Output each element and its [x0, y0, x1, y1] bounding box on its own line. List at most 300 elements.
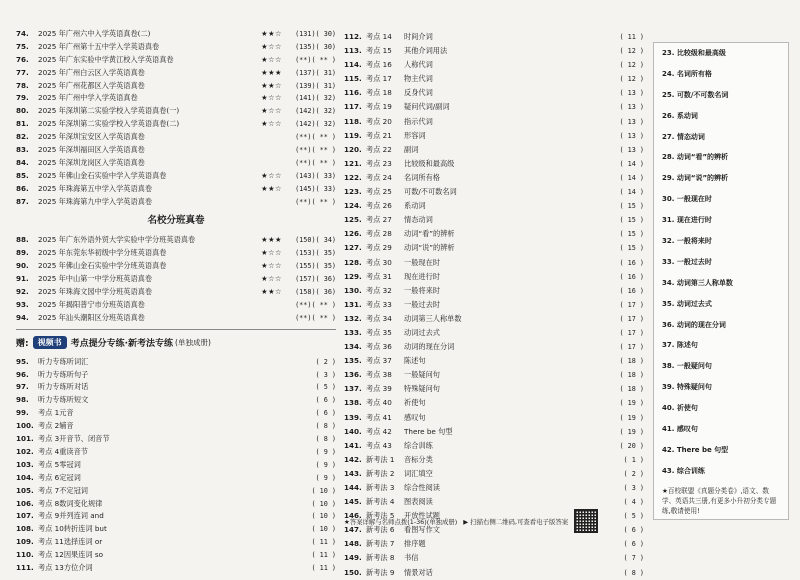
item-tag: 新考法 8: [366, 553, 395, 563]
page-ref: ( 15 ): [619, 230, 644, 239]
item-title: 图表阅读: [404, 497, 433, 507]
sidebar-item: 25. 可数/不可数名词: [662, 90, 729, 99]
difficulty-stars: ★☆☆: [261, 54, 282, 64]
page-ref: ( 6 ): [315, 409, 336, 418]
difficulty-stars: ★☆☆: [261, 274, 282, 284]
item-tag: 考点 33: [366, 299, 392, 309]
sidebar-item: 37. 陈述句: [662, 341, 698, 350]
list-item[interactable]: [16, 459, 336, 472]
item-tag: 考点 38: [366, 370, 392, 380]
item-number: 132.: [344, 313, 362, 323]
list-item[interactable]: [16, 356, 336, 369]
item-number: 142.: [344, 454, 362, 464]
page-ref: (142)( 32): [295, 120, 336, 129]
item-title: 动词“看”的辨析: [404, 229, 455, 239]
page-ref: ( 17 ): [619, 314, 644, 323]
page-ref: ( 15 ): [619, 244, 644, 253]
middle-column: [344, 30, 644, 580]
item-title: 2025 年深圳第二实验学校入学英语真卷(二): [38, 119, 180, 129]
item-number: 83.: [16, 145, 29, 155]
item-title: 重读音节: [59, 446, 88, 456]
gift-title: 考点提分专练·新考法专练: [70, 339, 174, 350]
item-number: 133.: [344, 327, 362, 337]
item-number: 117.: [344, 102, 362, 112]
list-item[interactable]: [344, 453, 644, 467]
item-tag: 考点 9: [38, 511, 60, 521]
list-item[interactable]: [16, 273, 336, 286]
list-item[interactable]: [344, 270, 644, 284]
page-ref: (155)( 35): [295, 262, 336, 271]
page-ref: ( 8 ): [315, 435, 336, 444]
item-tag: 考点 30: [366, 257, 392, 267]
list-item[interactable]: [16, 234, 336, 247]
list-item[interactable]: [16, 247, 336, 260]
item-title: 名词所有格: [404, 172, 440, 182]
page-ref: ( 13 ): [619, 131, 644, 140]
item-tag: 考点 13: [38, 562, 64, 572]
page-ref: ( 14 ): [619, 188, 644, 197]
section-title: 名校分班真卷: [147, 215, 205, 227]
page-ref: ( 10 ): [311, 512, 336, 521]
item-title: 词汇填空: [404, 468, 433, 478]
item-tag: 考点 11: [38, 537, 64, 547]
sidebar-item: 24. 名词所有格: [662, 69, 712, 78]
item-number: 113.: [344, 46, 362, 56]
item-number: 105.: [16, 485, 34, 495]
page-ref: (**)( ** ): [295, 158, 336, 167]
qr-code-icon[interactable]: [574, 509, 598, 533]
gift-banner: [16, 329, 336, 353]
item-tag: 新考法 5: [366, 511, 395, 521]
list-item[interactable]: [344, 340, 644, 354]
item-title: 2025 年深圳龙岗区入学英语真卷: [38, 157, 145, 167]
page-ref: ( 13 ): [619, 145, 644, 154]
item-title: 2025 年汕头潮阳区分班英语真卷: [38, 312, 145, 322]
page-ref: ( 17 ): [619, 343, 644, 352]
list-item[interactable]: [16, 312, 336, 325]
item-number: 95.: [16, 356, 29, 366]
list-item[interactable]: [16, 105, 336, 118]
item-title: 元音: [59, 408, 74, 418]
item-title: 一般将来时: [404, 285, 440, 295]
list-item[interactable]: [344, 481, 644, 495]
list-item[interactable]: [344, 185, 644, 199]
item-title: 听词汇: [66, 356, 89, 366]
item-title: 2025 年珠海第九中学入学英语真卷: [38, 196, 153, 206]
item-tag: 考点 28: [366, 229, 392, 239]
list-item[interactable]: [344, 241, 644, 255]
difficulty-stars: ★☆☆: [261, 248, 282, 258]
list-item[interactable]: [344, 86, 644, 100]
item-title: 2025 年深圳第二实验学校入学英语真卷(一): [38, 106, 180, 116]
page-ref: ( 6 ): [623, 540, 644, 549]
item-title: 看图写作文: [404, 525, 440, 535]
item-number: 79.: [16, 93, 29, 103]
list-item[interactable]: [344, 382, 644, 396]
list-item[interactable]: [344, 326, 644, 340]
item-tag: 考点 31: [366, 271, 392, 281]
list-item[interactable]: [344, 467, 644, 481]
item-number: 138.: [344, 398, 362, 408]
difficulty-stars: ★☆☆: [261, 106, 282, 116]
page-ref: (137)( 31): [295, 68, 336, 77]
sidebar-list: [662, 43, 780, 482]
page-ref: ( 7 ): [623, 554, 644, 563]
sidebar-item: 30. 一般现在时: [662, 195, 712, 204]
item-title: 人称代词: [404, 60, 433, 70]
item-title: 物主代词: [404, 74, 433, 84]
item-title: 数词变化规律: [59, 498, 103, 508]
item-tag: 考点 10: [38, 524, 64, 534]
item-number: 122.: [344, 172, 362, 182]
item-number: 127.: [344, 243, 362, 253]
list-item[interactable]: [344, 143, 644, 157]
sidebar-item: 42. There be 句型: [662, 445, 729, 454]
item-number: 134.: [344, 342, 362, 352]
list-item[interactable]: [16, 80, 336, 93]
list-item[interactable]: [16, 407, 336, 420]
item-tag: 考点 25: [366, 187, 392, 197]
item-title: 一般现在时: [404, 257, 440, 267]
item-number: 118.: [344, 116, 362, 126]
item-title: 2025 年深圳福田区入学英语真卷: [38, 145, 145, 155]
list-item[interactable]: [16, 536, 336, 549]
item-number: 146.: [344, 511, 362, 521]
list-item[interactable]: [344, 425, 644, 439]
list-item[interactable]: [16, 54, 336, 67]
item-title: 反身代词: [404, 88, 433, 98]
page-ref: ( 16 ): [619, 272, 644, 281]
list-item[interactable]: [344, 354, 644, 368]
list-item[interactable]: [16, 183, 336, 196]
list-item[interactable]: [344, 58, 644, 72]
item-title: 综合性阅读: [404, 483, 440, 492]
item-tag: 考点 39: [366, 384, 392, 394]
list-item[interactable]: [16, 562, 336, 575]
sidebar-note: ★百校联盟《真题分类卷》,语文、数学、英语共三册,有更多小升初分类专题练,敬请使用!: [662, 486, 777, 515]
sidebar-item: 26. 系动词: [662, 111, 698, 120]
item-tag: 新考法 9: [366, 567, 395, 577]
page-ref: (141)( 32): [295, 94, 336, 103]
item-title: 2025 年广东外语外贸大学实验中学分班英语真卷: [38, 235, 196, 245]
item-title: 定冠词: [59, 472, 81, 482]
list-item[interactable]: [16, 472, 336, 485]
sidebar-item: 40. 祈使句: [662, 404, 698, 413]
page-ref: ( 10 ): [311, 486, 336, 495]
list-item[interactable]: [344, 312, 644, 326]
item-title: 听短文: [66, 395, 89, 405]
gift-subtitle: (单独成册): [175, 338, 211, 348]
sidebar-item: 28. 动词“看”的辨析: [662, 153, 729, 162]
item-tag: 考点 17: [366, 74, 392, 84]
item-tag: 考点 12: [38, 550, 64, 560]
list-item[interactable]: [16, 67, 336, 80]
page-ref: ( 8 ): [315, 422, 336, 431]
list-item[interactable]: [16, 485, 336, 498]
list-item[interactable]: [16, 498, 336, 511]
answer-note: ★答案详解与名师点拨(1-36)(单独成册): [344, 517, 458, 526]
item-tag: 听力专练: [38, 356, 67, 366]
item-title: 并列连词 and: [59, 511, 104, 521]
list-item[interactable]: [16, 260, 336, 273]
list-item[interactable]: [16, 446, 336, 459]
list-item[interactable]: [344, 495, 644, 509]
item-title: 系动词: [404, 201, 426, 211]
page-ref: (131)( 30): [295, 30, 336, 38]
item-title: 祈使句: [404, 398, 426, 408]
difficulty-stars: ★★★: [261, 235, 282, 245]
list-item[interactable]: [16, 118, 336, 131]
page-ref: (**)( ** ): [295, 313, 336, 322]
item-tag: 考点 21: [366, 130, 392, 140]
item-tag: 考点 24: [366, 172, 392, 182]
list-item[interactable]: [344, 72, 644, 86]
item-number: 84.: [16, 157, 29, 167]
sidebar-item: 33. 一般过去时: [662, 257, 712, 266]
difficulty-stars: ★★☆: [261, 29, 282, 38]
item-title: 2025 年中山第一中学分班英语真卷: [38, 274, 153, 284]
list-item[interactable]: [344, 213, 644, 227]
page-ref: ( 13 ): [619, 89, 644, 98]
page-ref: ( 12 ): [619, 75, 644, 84]
list-item[interactable]: [16, 420, 336, 433]
item-title: 听句子: [66, 369, 89, 379]
sidebar-item: 38. 一般疑问句: [662, 362, 712, 371]
item-number: 74.: [16, 29, 29, 38]
item-number: 103.: [16, 459, 34, 469]
item-number: 124.: [344, 201, 362, 211]
list-item[interactable]: [16, 196, 336, 209]
list-item[interactable]: [344, 537, 644, 551]
list-item[interactable]: [344, 44, 644, 58]
page-ref: (139)( 31): [295, 81, 336, 90]
item-tag: 考点 20: [366, 116, 392, 126]
list-item[interactable]: [16, 28, 336, 41]
difficulty-stars: ★☆☆: [261, 119, 282, 129]
item-title: 现在进行时: [404, 271, 440, 281]
difficulty-stars: ★★★: [261, 67, 282, 77]
item-title: 2025 年佛山金石实验中学分班英语真卷: [38, 261, 167, 271]
item-tag: 考点 16: [366, 60, 392, 70]
item-tag: 考点 18: [366, 88, 392, 98]
page-ref: ( 19 ): [619, 413, 644, 422]
list-item[interactable]: [16, 381, 336, 394]
list-item[interactable]: [16, 157, 336, 170]
item-title: 因果连词 so: [63, 550, 103, 560]
item-title: 方位介词: [63, 562, 93, 572]
page-ref: ( 6 ): [315, 396, 336, 405]
list-item[interactable]: [16, 286, 336, 299]
page-ref: ( 4 ): [623, 498, 644, 507]
list-item[interactable]: [16, 369, 336, 382]
list-item[interactable]: [344, 115, 644, 129]
item-number: 126.: [344, 229, 362, 239]
item-number: 140.: [344, 426, 362, 436]
item-title: 音标分类: [404, 454, 433, 464]
item-tag: 新考法 4: [366, 497, 395, 507]
item-title: 情态动词: [404, 215, 433, 225]
item-title: 其他介词用法: [404, 46, 448, 56]
list-item[interactable]: [344, 396, 644, 410]
item-tag: 考点 34: [366, 313, 392, 323]
item-tag: 考点 8: [38, 498, 60, 508]
item-tag: 新考法 6: [366, 525, 395, 535]
item-title: 2025 年揭阳普宁市分班英语真卷: [38, 299, 145, 309]
page-ref: ( 19 ): [619, 427, 644, 436]
item-tag: 考点 32: [366, 285, 392, 295]
list-item[interactable]: [16, 92, 336, 105]
item-title: 2025 年珠海文园中学分班英语真卷: [38, 287, 153, 297]
item-number: 106.: [16, 498, 34, 508]
list-item[interactable]: [344, 256, 644, 270]
list-item[interactable]: [344, 298, 644, 312]
page-ref: (**)( ** ): [295, 300, 336, 309]
list-item[interactable]: [344, 284, 644, 298]
list-item[interactable]: [16, 170, 336, 183]
page-ref: ( 11 ): [311, 563, 336, 572]
item-tag: 考点 37: [366, 356, 392, 366]
scan-note: ▶ 扫描右侧二维码,可查看电子版答案: [463, 517, 569, 526]
list-item[interactable]: [344, 551, 644, 565]
page-ref: ( 10 ): [311, 525, 336, 534]
item-title: 2025 年广州六中入学英语真卷(二): [38, 29, 151, 38]
difficulty-stars: ★★☆: [261, 287, 282, 297]
item-tag: 考点 3: [38, 434, 60, 444]
item-number: 102.: [16, 446, 34, 456]
item-tag: 考点 23: [366, 158, 392, 168]
page-ref: ( 15 ): [619, 202, 644, 211]
list-item[interactable]: [344, 566, 644, 580]
item-title: 2025 年佛山金石实验中学入学英语真卷: [38, 170, 167, 180]
list-item[interactable]: [16, 549, 336, 562]
item-number: 115.: [344, 74, 362, 84]
page-ref: ( 9 ): [315, 447, 336, 456]
list-item[interactable]: [344, 171, 644, 185]
item-number: 91.: [16, 274, 29, 284]
item-number: 81.: [16, 119, 29, 129]
list-item[interactable]: [16, 523, 336, 536]
item-number: 85.: [16, 170, 29, 180]
item-number: 98.: [16, 395, 29, 405]
list-item[interactable]: [16, 433, 336, 446]
list-item[interactable]: [344, 129, 644, 143]
item-number: 89.: [16, 248, 29, 258]
item-title: 情景对话: [404, 567, 433, 577]
item-tag: 新考法 2: [366, 468, 395, 478]
difficulty-stars: ★★☆: [261, 80, 282, 90]
item-number: 90.: [16, 261, 29, 271]
item-number: 135.: [344, 356, 362, 366]
item-number: 93.: [16, 299, 29, 309]
item-number: 123.: [344, 187, 362, 197]
item-number: 148.: [344, 539, 362, 549]
item-title: 感叹句: [404, 412, 426, 422]
item-tag: 考点 19: [366, 102, 392, 112]
list-item[interactable]: [344, 30, 644, 44]
page-ref: ( 18 ): [619, 385, 644, 394]
page-ref: ( 11 ): [311, 538, 336, 547]
list-item[interactable]: [16, 131, 336, 144]
list-item[interactable]: [16, 394, 336, 407]
list-item[interactable]: [344, 227, 644, 241]
page-ref: ( 18 ): [619, 371, 644, 380]
item-number: 112.: [344, 32, 362, 41]
item-number: 109.: [16, 537, 34, 547]
difficulty-stars: ★★☆: [261, 183, 282, 193]
item-title: 可数/不可数名词: [404, 187, 457, 197]
sidebar-item: 32. 一般将来时: [662, 237, 712, 246]
item-number: 119.: [344, 130, 362, 140]
list-item[interactable]: [344, 439, 644, 453]
item-number: 75.: [16, 41, 29, 51]
item-number: 131.: [344, 299, 362, 309]
page-ref: (153)( 35): [295, 249, 336, 258]
item-tag: 考点 5: [38, 459, 60, 469]
page-ref: ( 3 ): [315, 370, 336, 379]
item-number: 108.: [16, 524, 34, 534]
page-ref: ( 16 ): [619, 258, 644, 267]
page-ref: ( 3 ): [623, 484, 644, 492]
list-item[interactable]: [344, 100, 644, 114]
item-number: 150.: [344, 567, 362, 577]
page-ref: (135)( 30): [295, 42, 336, 51]
item-title: 疑问代词/副词: [404, 102, 450, 112]
sidebar-item: 43. 综合训练: [662, 466, 705, 475]
page-ref: ( 19 ): [619, 399, 644, 408]
item-tag: 听力专练: [38, 395, 67, 405]
item-title: 动词的现在分词: [404, 342, 455, 352]
item-number: 100.: [16, 421, 34, 431]
page-ref: (142)( 32): [295, 107, 336, 116]
gift-prefix: 赠:: [16, 339, 29, 350]
sidebar-item: 41. 感叹句: [662, 425, 698, 434]
list-item[interactable]: [344, 199, 644, 213]
item-number: 136.: [344, 370, 362, 380]
page-ref: ( 13 ): [619, 117, 644, 126]
item-number: 128.: [344, 257, 362, 267]
item-title: 形容词: [404, 130, 426, 140]
item-title: 2025 年广州中学入学英语真卷: [38, 93, 138, 103]
list-item[interactable]: [16, 41, 336, 54]
item-number: 94.: [16, 312, 29, 322]
difficulty-stars: ★☆☆: [261, 41, 282, 51]
item-title: 一般过去时: [404, 299, 440, 309]
page-ref: ( 10 ): [311, 499, 336, 508]
page-ref: ( 11 ): [311, 551, 336, 560]
page-ref: (**)( ** ): [295, 55, 336, 64]
list-item[interactable]: [344, 411, 644, 425]
item-title: 选择连词 or: [63, 537, 103, 547]
item-title: 综合训练: [404, 440, 433, 450]
list-item[interactable]: [344, 157, 644, 171]
item-number: 97.: [16, 382, 29, 392]
item-number: 86.: [16, 183, 29, 193]
list-item[interactable]: [16, 510, 336, 523]
item-number: 129.: [344, 271, 362, 281]
page-ref: ( 16 ): [619, 286, 644, 295]
list-item[interactable]: [344, 368, 644, 382]
item-tag: 考点 26: [366, 201, 392, 211]
list-item[interactable]: [16, 299, 336, 312]
page-ref: ( 5 ): [315, 383, 336, 392]
item-number: 125.: [344, 215, 362, 225]
item-tag: 考点 41: [366, 412, 392, 422]
page-ref: ( 6 ): [623, 526, 644, 535]
page-ref: ( 2 ): [315, 357, 336, 366]
item-title: 动词“说”的辨析: [404, 243, 455, 253]
item-number: 143.: [344, 468, 362, 478]
list-item[interactable]: [16, 144, 336, 157]
